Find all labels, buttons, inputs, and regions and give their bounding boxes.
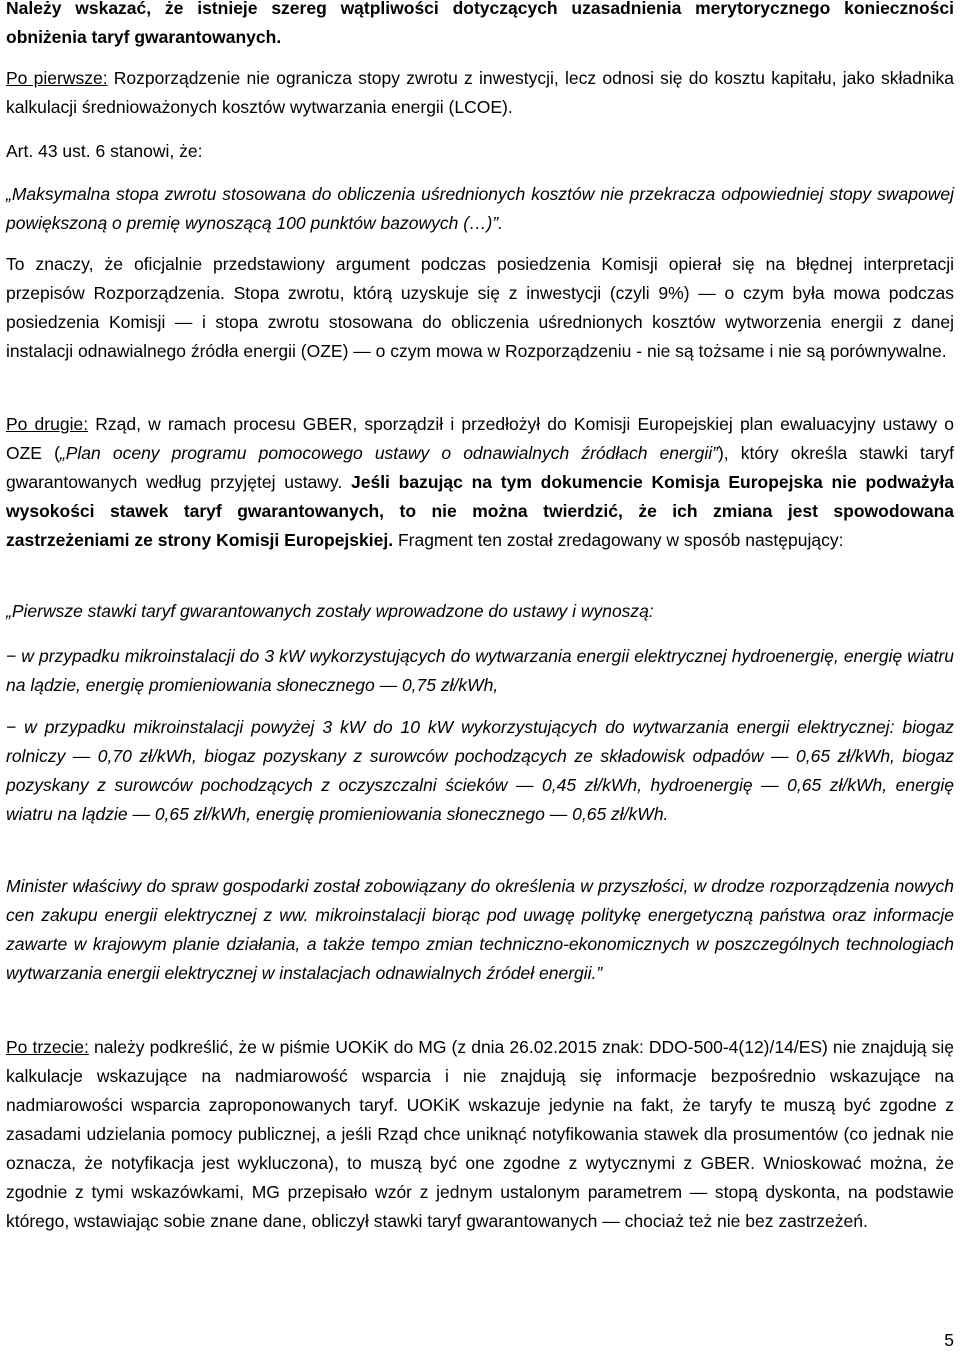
point-two-paragraph (6, 410, 954, 555)
interpretation-text: To znaczy, że oficjalnie przedstawiony argument podczas posiedzenia Komisji opierał się na błędnej interpretacji przepisów Rozporządzenia. Stopa zwrotu, którą uzyskuje się z inwestycji (czyli 9%) — o czym była mowa podczas posiedzenia Komisji — i stopa zwrotu stosowana do obliczenia uśrednionych kosztów wytworzenia energii z danej instalacji odnawialnego źródła energii (OZE) — o czym mowa w Rozporządzeniu - nie są tożsame i nie są porównywalne. (6, 254, 954, 361)
quote-minister-paragraph (6, 872, 954, 988)
quote-tariffs-intro (6, 597, 954, 626)
point-two-plan-title: „Plan oceny programu pomocowego ustawy o odnawialnych źródłach energii” (59, 443, 718, 463)
article-reference (6, 137, 954, 166)
point-one-paragraph (6, 64, 954, 122)
point-one-text: Rozporządzenie nie ogranicza stopy zwrotu z inwestycji, lecz odnosi się do kosztu kapitału, jako składnika kalkulacji średnioważonych kosztów wytwarzania energii (LCOE). (6, 68, 954, 117)
article-reference-text: Art. 43 ust. 6 stanowi, że: (6, 141, 203, 161)
intro-heading-text: Należy wskazać, że istnieje szereg wątpliwości dotyczących uzasadnienia merytorycznego konieczności obniżenia taryf gwarantowanych. (6, 0, 954, 47)
point-two-label: Po drugie: (6, 414, 89, 434)
point-two-text-b: ), który określa stawki taryf gwarantowanych według przyjętej ustawy. (6, 443, 955, 492)
interpretation-paragraph (6, 250, 954, 366)
point-three-paragraph (6, 1033, 954, 1236)
page-number: 5 (944, 1330, 954, 1350)
point-one-label: Po pierwsze: (6, 68, 108, 88)
quote-minister-text: Minister właściwy do spraw gospodarki został zobowiązany do określenia w przyszłości, w drodze rozporządzenia nowych cen zakupu energii elektrycznej z ww. mikroinstalacji biorąc pod uwagę politykę energetyczną państwa oraz informacje zawarte w krajowym planie działania, a także tempo zmian techniczno-ekonomicznych w poszczególnych technologiach wytwarzania energii elektrycznej w instalacjach odnawialnych źródeł energii.” (6, 876, 954, 983)
point-two-bold-statement: Jeśli bazując na tym dokumencie Komisja Europejska nie podważyła wysokości stawek taryf gwarantowanych, to nie można twierdzić, że ich zmiana jest spowodowana zastrzeżeniami ze strony Komisji Europejskiej. (6, 472, 954, 550)
point-three-text: należy podkreślić, że w piśmie UOKiK do MG (z dnia 26.02.2015 znak: DDO-500-4(12)/14/ES) nie znajdują się kalkulacje wskazujące na nadmiarowość wsparcia i nie znajdują się informacje bezpośrednio wskazujące na nadmiarowości wsparcia zaproponowanych taryf. UOKiK wskazuje jedynie na fakt, że taryfy te muszą być zgodne z zasadami udzielania pomocy publicznej, a jeśli Rząd chce uniknąć notyfikowania stawek dla prosumentów (co jednak nie oznacza, że notyfikacja jest wykluczona), to muszą być one zgodne z wytycznymi z GBER. Wnioskować można, że zgodnie z tymi wskazówkami, MG przepisało wzór z jednym ustalonym parametrem — stopą dyskonta, na podstawie którego, wstawiając sobie znane dane, obliczył stawki taryf gwarantowanych — chociaż też nie bez zastrzeżeń. (6, 1037, 954, 1231)
quote-article-43 (6, 180, 954, 238)
quote-tariffs-item-1-text: − w przypadku mikroinstalacji do 3 kW wykorzystujących do wytwarzania energii elektrycznej hydroenergię, energię wiatru na lądzie, energię promieniowania słonecznego — 0,75 zł/kWh, (6, 646, 954, 695)
quote-tariffs-item-2 (6, 713, 954, 829)
quote-tariffs-item-1 (6, 642, 954, 700)
point-two-text-c: Fragment ten został zredagowany w sposób następujący: (393, 530, 844, 550)
quote-article-43-text: „Maksymalna stopa zwrotu stosowana do obliczenia uśrednionych kosztów nie przekracza odpowiedniej stopy swapowej powiększoną o premię wynoszącą 100 punktów bazowych (…)”. (6, 184, 954, 233)
quote-tariffs-item-2-text: − w przypadku mikroinstalacji powyżej 3 kW do 10 kW wykorzystujących do wytwarzania energii elektrycznej: biogaz rolniczy — 0,70 zł/kWh, biogaz pozyskany z surowców pochodzących ze składowisk odpadów — 0,65 zł/kWh, biogaz pozyskany z surowców pochodzących z oczyszczalni ścieków — 0,45 zł/kWh, hydroenergię — 0,65 zł/kWh, energię wiatru na lądzie — 0,65 zł/kWh, energię promieniowania słonecznego — 0,65 zł/kWh. (6, 717, 954, 824)
point-three-label: Po trzecie: (6, 1037, 89, 1057)
intro-heading (6, 0, 954, 52)
quote-tariffs-intro-text: „Pierwsze stawki taryf gwarantowanych zostały wprowadzone do ustawy i wynoszą: (6, 601, 654, 621)
point-two-text-a: Rząd, w ramach procesu GBER, sporządził i przedłożył do Komisji Europejskiej plan ewaluacyjny ustawy o OZE ( (6, 414, 955, 463)
